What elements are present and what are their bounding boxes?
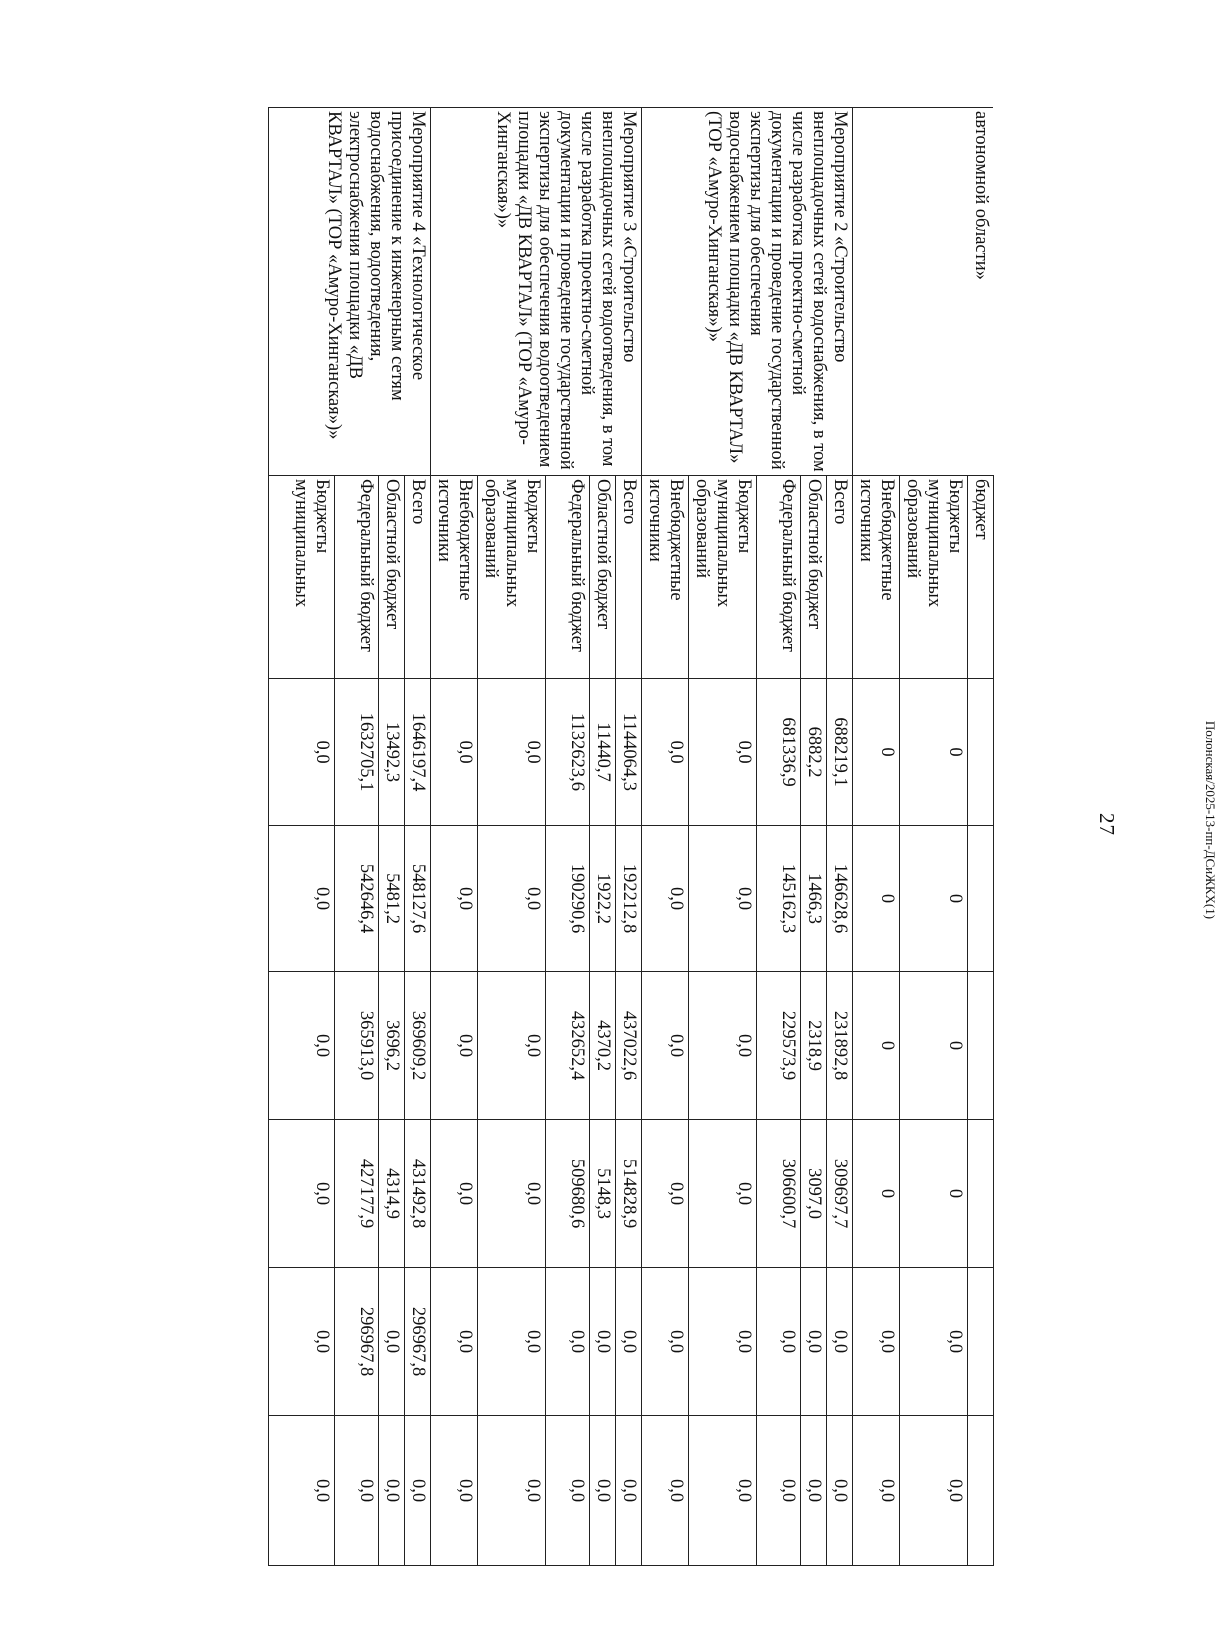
value-cell: 0,0	[431, 1416, 478, 1566]
value-cell: 0	[853, 972, 900, 1120]
value-cell: 0,0	[801, 1268, 827, 1416]
value-cell: 1132623,6	[546, 679, 590, 826]
value-cell: 5148,3	[590, 1120, 616, 1268]
value-cell: 0,0	[590, 1268, 616, 1416]
table-row	[827, 108, 853, 1566]
value-cell: 306600,7	[757, 1120, 801, 1268]
source-cell: Бюджеты муниципальных	[269, 476, 335, 679]
value-cell: 1922,2	[590, 826, 616, 972]
value-cell: 0,0	[478, 826, 546, 972]
value-cell: 0	[853, 679, 900, 826]
value-cell: 0,0	[478, 1268, 546, 1416]
value-cell: 0,0	[431, 1120, 478, 1268]
value-cell: 0,0	[801, 1416, 827, 1566]
value-cell: 0,0	[269, 826, 335, 972]
value-cell: 146628,6	[827, 826, 853, 972]
source-cell: Бюджеты муниципальных образований	[689, 476, 757, 679]
value-cell: 432652,4	[546, 972, 590, 1120]
value-cell: 1632705,1	[335, 679, 379, 826]
value-cell	[968, 1416, 994, 1566]
value-cell: 0,0	[478, 972, 546, 1120]
value-cell: 3696,2	[379, 972, 405, 1120]
source-cell: Внебюджетные источники	[431, 476, 478, 679]
value-cell: 0,0	[431, 679, 478, 826]
event-cell: Мероприятие 2 «Строительство внеплощадочных сетей водоснабжения, в том числе разработка проектно-сметной документации и проведение государственной экспертизы для обеспечения водоснабжением площадки «ДВ КВАРТАЛ» (ТОР «Амуро-Хинганская»)»	[642, 108, 853, 476]
value-cell: 4370,2	[590, 972, 616, 1120]
rotated-page	[147, 107, 994, 1565]
table-row	[968, 108, 994, 1566]
value-cell: 0,0	[757, 1268, 801, 1416]
value-cell: 1466,3	[801, 826, 827, 972]
value-cell: 0	[900, 1120, 968, 1268]
value-cell: 231892,8	[827, 972, 853, 1120]
value-cell: 509680,6	[546, 1120, 590, 1268]
value-cell: 514828,9	[616, 1120, 642, 1268]
value-cell: 0,0	[379, 1268, 405, 1416]
event-cell: Мероприятие 4 «Технологическое присоединение к инженерным сетям водоснабжения, водоотведения, электроснабжения площадки «ДВ КВАРТАЛ» (ТОР «Амуро-Хинганская»)»	[269, 108, 431, 476]
budget-table	[268, 107, 994, 1566]
value-cell: 6882,2	[801, 679, 827, 826]
value-cell: 0,0	[853, 1268, 900, 1416]
source-cell: Федеральный бюджет	[335, 476, 379, 679]
value-cell: 5481,2	[379, 826, 405, 972]
value-cell: 0,0	[689, 1416, 757, 1566]
value-cell: 0,0	[616, 1416, 642, 1566]
value-cell: 0,0	[642, 826, 689, 972]
value-cell: 0,0	[546, 1416, 590, 1566]
table-row	[405, 108, 431, 1566]
value-cell: 11440,7	[590, 679, 616, 826]
source-cell: Внебюджетные источники	[642, 476, 689, 679]
value-cell: 365913,0	[335, 972, 379, 1120]
value-cell: 0,0	[642, 679, 689, 826]
value-cell: 0	[853, 1120, 900, 1268]
table-frame	[147, 107, 994, 1565]
value-cell: 0,0	[590, 1416, 616, 1566]
source-cell: Внебюджетные источники	[853, 476, 900, 679]
value-cell: 0,0	[335, 1416, 379, 1566]
value-cell: 0,0	[478, 1416, 546, 1566]
value-cell: 688219,1	[827, 679, 853, 826]
source-cell: Бюджеты муниципальных образований	[478, 476, 546, 679]
value-cell: 192212,8	[616, 826, 642, 972]
value-cell: 431492,8	[405, 1120, 431, 1268]
value-cell: 681336,9	[757, 679, 801, 826]
source-cell: Областной бюджет	[801, 476, 827, 679]
value-cell: 0,0	[689, 826, 757, 972]
value-cell: 0,0	[642, 1120, 689, 1268]
value-cell: 0,0	[269, 972, 335, 1120]
value-cell: 1144064,3	[616, 679, 642, 826]
value-cell	[968, 1268, 994, 1416]
value-cell: 0,0	[431, 1268, 478, 1416]
source-cell: Федеральный бюджет	[757, 476, 801, 679]
value-cell: 4314,9	[379, 1120, 405, 1268]
event-cell: Мероприятие 3 «Строительство внеплощадочных сетей водоотведения, в том числе разработка проектно-сметной документации и проведение государственной экспертизы для обеспечения водоотведением площадки «ДВ КВАРТАЛ» (ТОР «Амуро-Хинганская»)»	[431, 108, 642, 476]
value-cell: 0,0	[642, 1416, 689, 1566]
value-cell: 0,0	[269, 1416, 335, 1566]
value-cell: 0,0	[827, 1416, 853, 1566]
value-cell: 0,0	[269, 1268, 335, 1416]
value-cell: 0,0	[269, 679, 335, 826]
value-cell: 0,0	[900, 1416, 968, 1566]
value-cell	[968, 679, 994, 826]
value-cell	[968, 826, 994, 972]
value-cell: 542646,4	[335, 826, 379, 972]
value-cell: 0,0	[642, 972, 689, 1120]
value-cell: 0,0	[405, 1416, 431, 1566]
source-cell: Всего	[827, 476, 853, 679]
value-cell: 309697,7	[827, 1120, 853, 1268]
value-cell: 0,0	[689, 1120, 757, 1268]
value-cell: 190290,6	[546, 826, 590, 972]
value-cell: 13492,3	[379, 679, 405, 826]
value-cell: 0	[900, 972, 968, 1120]
value-cell: 0,0	[853, 1416, 900, 1566]
table-body	[269, 108, 994, 1566]
value-cell: 0,0	[478, 1120, 546, 1268]
value-cell: 0,0	[546, 1268, 590, 1416]
source-cell: Федеральный бюджет	[546, 476, 590, 679]
source-cell: Областной бюджет	[379, 476, 405, 679]
value-cell: 0,0	[431, 972, 478, 1120]
value-cell: 0,0	[900, 1268, 968, 1416]
value-cell: 3097,0	[801, 1120, 827, 1268]
value-cell: 0	[853, 826, 900, 972]
page-number: 27	[1095, 813, 1119, 836]
value-cell: 0,0	[642, 1268, 689, 1416]
value-cell: 369609,2	[405, 972, 431, 1120]
value-cell: 229573,9	[757, 972, 801, 1120]
table-row	[616, 108, 642, 1566]
value-cell: 0,0	[379, 1416, 405, 1566]
event-cell: автономной области»	[853, 108, 994, 476]
value-cell: 0,0	[431, 826, 478, 972]
value-cell: 296967,8	[405, 1268, 431, 1416]
value-cell: 0,0	[689, 679, 757, 826]
value-cell	[968, 972, 994, 1120]
source-cell: бюджет	[968, 476, 994, 679]
value-cell: 0	[900, 826, 968, 972]
value-cell	[968, 1120, 994, 1268]
value-cell: 0	[900, 679, 968, 826]
value-cell: 0,0	[827, 1268, 853, 1416]
value-cell: 0,0	[269, 1120, 335, 1268]
value-cell: 437022,6	[616, 972, 642, 1120]
source-cell: Бюджеты муниципальных образований	[900, 476, 968, 679]
value-cell: 0,0	[478, 679, 546, 826]
value-cell: 427177,9	[335, 1120, 379, 1268]
value-cell: 0,0	[689, 972, 757, 1120]
source-cell: Областной бюджет	[590, 476, 616, 679]
value-cell: 0,0	[616, 1268, 642, 1416]
value-cell: 2318,9	[801, 972, 827, 1120]
value-cell: 0,0	[757, 1416, 801, 1566]
value-cell: 296967,8	[335, 1268, 379, 1416]
value-cell: 1646197,4	[405, 679, 431, 826]
source-cell: Всего	[405, 476, 431, 679]
source-cell: Всего	[616, 476, 642, 679]
value-cell: 145162,3	[757, 826, 801, 972]
value-cell: 548127,6	[405, 826, 431, 972]
value-cell: 0,0	[689, 1268, 757, 1416]
